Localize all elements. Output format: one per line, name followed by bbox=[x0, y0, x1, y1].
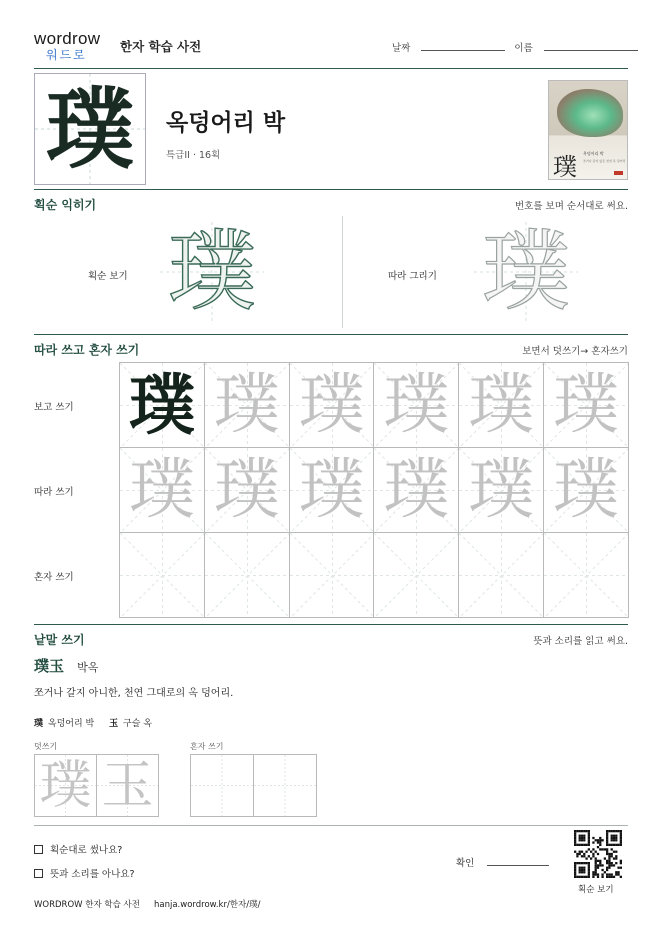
cover-character: 璞 bbox=[553, 153, 577, 180]
cover-subtitle: 쪼거나 갈지 않은 천연 옥 덩어리 bbox=[583, 159, 626, 163]
practice-trace-character: 璞 bbox=[468, 366, 535, 443]
practice-cell-solo[interactable] bbox=[119, 532, 205, 618]
practice-cell-trace[interactable] bbox=[373, 447, 459, 533]
word-trace-cell-1[interactable] bbox=[34, 754, 97, 817]
practice-cell-view bbox=[119, 362, 205, 448]
word-trace-label: 덧쓰기 bbox=[34, 742, 58, 751]
practice-trace-character: 璞 bbox=[298, 451, 365, 528]
name-field[interactable] bbox=[544, 50, 638, 51]
header-rule bbox=[34, 68, 628, 69]
practice-cell-solo[interactable] bbox=[289, 532, 375, 618]
practice-cell-trace[interactable] bbox=[289, 447, 375, 533]
stroke-view-label: 획순 보기 bbox=[88, 271, 128, 282]
practice-trace-character: 璞 bbox=[553, 451, 619, 528]
cell-guides bbox=[459, 533, 544, 618]
practice-section-divider bbox=[34, 624, 628, 625]
practice-trace-character: 璞 bbox=[213, 451, 280, 528]
practice-trace-character: 璞 bbox=[129, 451, 195, 528]
practice-cell-solo[interactable] bbox=[204, 532, 290, 618]
row-label-view: 보고 쓰기 bbox=[34, 402, 74, 413]
qr-label: 획순 보기 bbox=[578, 885, 614, 895]
word-reading: 박옥 bbox=[77, 661, 99, 674]
gloss-text-1: 옥덩어리 박 bbox=[47, 719, 95, 729]
word-section-title: 낱말 쓰기 bbox=[34, 633, 85, 647]
word-section-note: 뜻과 소리를 읽고 써요. bbox=[533, 636, 628, 647]
practice-trace-character: 璞 bbox=[553, 366, 619, 443]
practice-cell-trace[interactable] bbox=[119, 447, 205, 533]
practice-cell-solo[interactable] bbox=[373, 532, 459, 618]
gloss-text-2: 구슬 옥 bbox=[123, 719, 152, 729]
cover-badge bbox=[614, 171, 623, 175]
logo-korean: 워드로 bbox=[46, 48, 87, 62]
practice-trace-character: 璞 bbox=[383, 451, 450, 528]
checklist-item-1[interactable] bbox=[34, 842, 122, 856]
stroke-view-character: 璞 bbox=[167, 220, 256, 323]
stroke-section-divider bbox=[34, 334, 628, 335]
practice-cell-view[interactable] bbox=[373, 362, 459, 448]
confirm-group bbox=[456, 855, 549, 869]
gloss-char-2: 玉 bbox=[109, 719, 119, 729]
stroke-section-title: 획순 익히기 bbox=[34, 198, 97, 212]
word-hanja: 璞玉 bbox=[34, 657, 65, 675]
practice-cell-solo[interactable] bbox=[458, 532, 544, 618]
stroke-trace-label: 따라 그리기 bbox=[388, 271, 437, 282]
row-label-trace: 따라 쓰기 bbox=[34, 487, 74, 498]
gloss-char-1: 璞 bbox=[34, 719, 44, 729]
hero-character: 璞 bbox=[45, 77, 134, 181]
stroke-trace-figure[interactable] bbox=[474, 222, 578, 322]
cell-guides bbox=[191, 755, 253, 816]
practice-trace-character: 璞 bbox=[468, 451, 535, 528]
date-field[interactable] bbox=[421, 50, 505, 51]
qr-code[interactable] bbox=[574, 830, 622, 878]
name-label: 이름 bbox=[514, 43, 533, 54]
checkbox-1[interactable] bbox=[34, 845, 43, 854]
practice-cell-view[interactable] bbox=[289, 362, 375, 448]
practice-section-note: 보면서 덧쓰기→ 혼자쓰기 bbox=[522, 346, 628, 357]
logo-wordmark: wordrow bbox=[34, 29, 101, 48]
date-label: 날짜 bbox=[392, 43, 411, 54]
word-trace-char-2: 玉 bbox=[101, 755, 154, 816]
cell-guides bbox=[544, 533, 629, 618]
word-solo-cell-2[interactable] bbox=[253, 754, 317, 817]
stroke-section-note: 번호를 보며 순서대로 써요. bbox=[514, 201, 628, 212]
confirm-field[interactable] bbox=[487, 865, 549, 866]
word-heading bbox=[34, 655, 98, 676]
cell-guides bbox=[290, 533, 375, 618]
practice-model-character: 璞 bbox=[129, 366, 195, 444]
confirm-label: 확인 bbox=[456, 858, 475, 869]
header-title: 한자 학습 사전 bbox=[120, 39, 202, 54]
logo[interactable] bbox=[34, 30, 114, 64]
word-definition: 쪼거나 갈지 아니한, 천연 그대로의 옥 덩어리. bbox=[34, 688, 234, 699]
word-solo-cell-1[interactable] bbox=[190, 754, 254, 817]
stroke-divider bbox=[342, 216, 343, 328]
word-trace-char-1: 璞 bbox=[39, 755, 92, 816]
practice-cell-trace[interactable] bbox=[458, 447, 544, 533]
cell-guides bbox=[120, 533, 205, 618]
practice-cell-trace[interactable] bbox=[543, 447, 629, 533]
footer-brand: WORDROW 한자 학습 사전 bbox=[34, 900, 140, 910]
word-glosses bbox=[34, 716, 152, 729]
checklist-item-2[interactable] bbox=[34, 866, 135, 880]
practice-cell-trace[interactable] bbox=[204, 447, 290, 533]
word-trace-cell-2[interactable] bbox=[96, 754, 159, 817]
book-cover-image bbox=[548, 80, 628, 180]
practice-cell-solo[interactable] bbox=[543, 532, 629, 618]
cell-guides bbox=[374, 533, 459, 618]
stroke-trace-character: 璞 bbox=[481, 220, 570, 323]
cell-guides bbox=[205, 533, 290, 618]
practice-cell-view[interactable] bbox=[204, 362, 290, 448]
hero-divider bbox=[34, 189, 628, 190]
practice-trace-character: 璞 bbox=[298, 366, 365, 443]
cover-title: 옥덩어리 박 bbox=[583, 151, 604, 156]
date-field-group bbox=[392, 40, 638, 54]
jade-stone bbox=[557, 89, 623, 137]
footer-divider bbox=[34, 825, 628, 826]
footer-url[interactable]: hanja.wordrow.kr/한자/璞/ bbox=[154, 900, 261, 910]
stroke-view-figure bbox=[160, 222, 264, 322]
practice-cell-view[interactable] bbox=[458, 362, 544, 448]
cell-guides bbox=[254, 755, 316, 816]
qr-pattern bbox=[574, 830, 622, 878]
checklist-text-1: 획순대로 썼나요? bbox=[50, 845, 123, 856]
word-solo-label: 혼자 쓰기 bbox=[190, 742, 224, 751]
practice-trace-character: 璞 bbox=[383, 366, 450, 443]
row-label-solo: 혼자 쓰기 bbox=[34, 572, 74, 583]
practice-trace-character: 璞 bbox=[213, 366, 280, 443]
practice-section-title: 따라 쓰고 혼자 쓰기 bbox=[34, 343, 140, 357]
practice-grid bbox=[119, 362, 628, 618]
hero-meaning: 옥덩어리 박 bbox=[166, 110, 286, 136]
hero-char-box bbox=[34, 73, 146, 185]
practice-cell-view[interactable] bbox=[543, 362, 629, 448]
checklist-text-2: 뜻과 소리를 아나요? bbox=[50, 869, 135, 880]
checkbox-2[interactable] bbox=[34, 869, 43, 878]
hero-grade: 특급II · 16획 bbox=[166, 150, 221, 161]
